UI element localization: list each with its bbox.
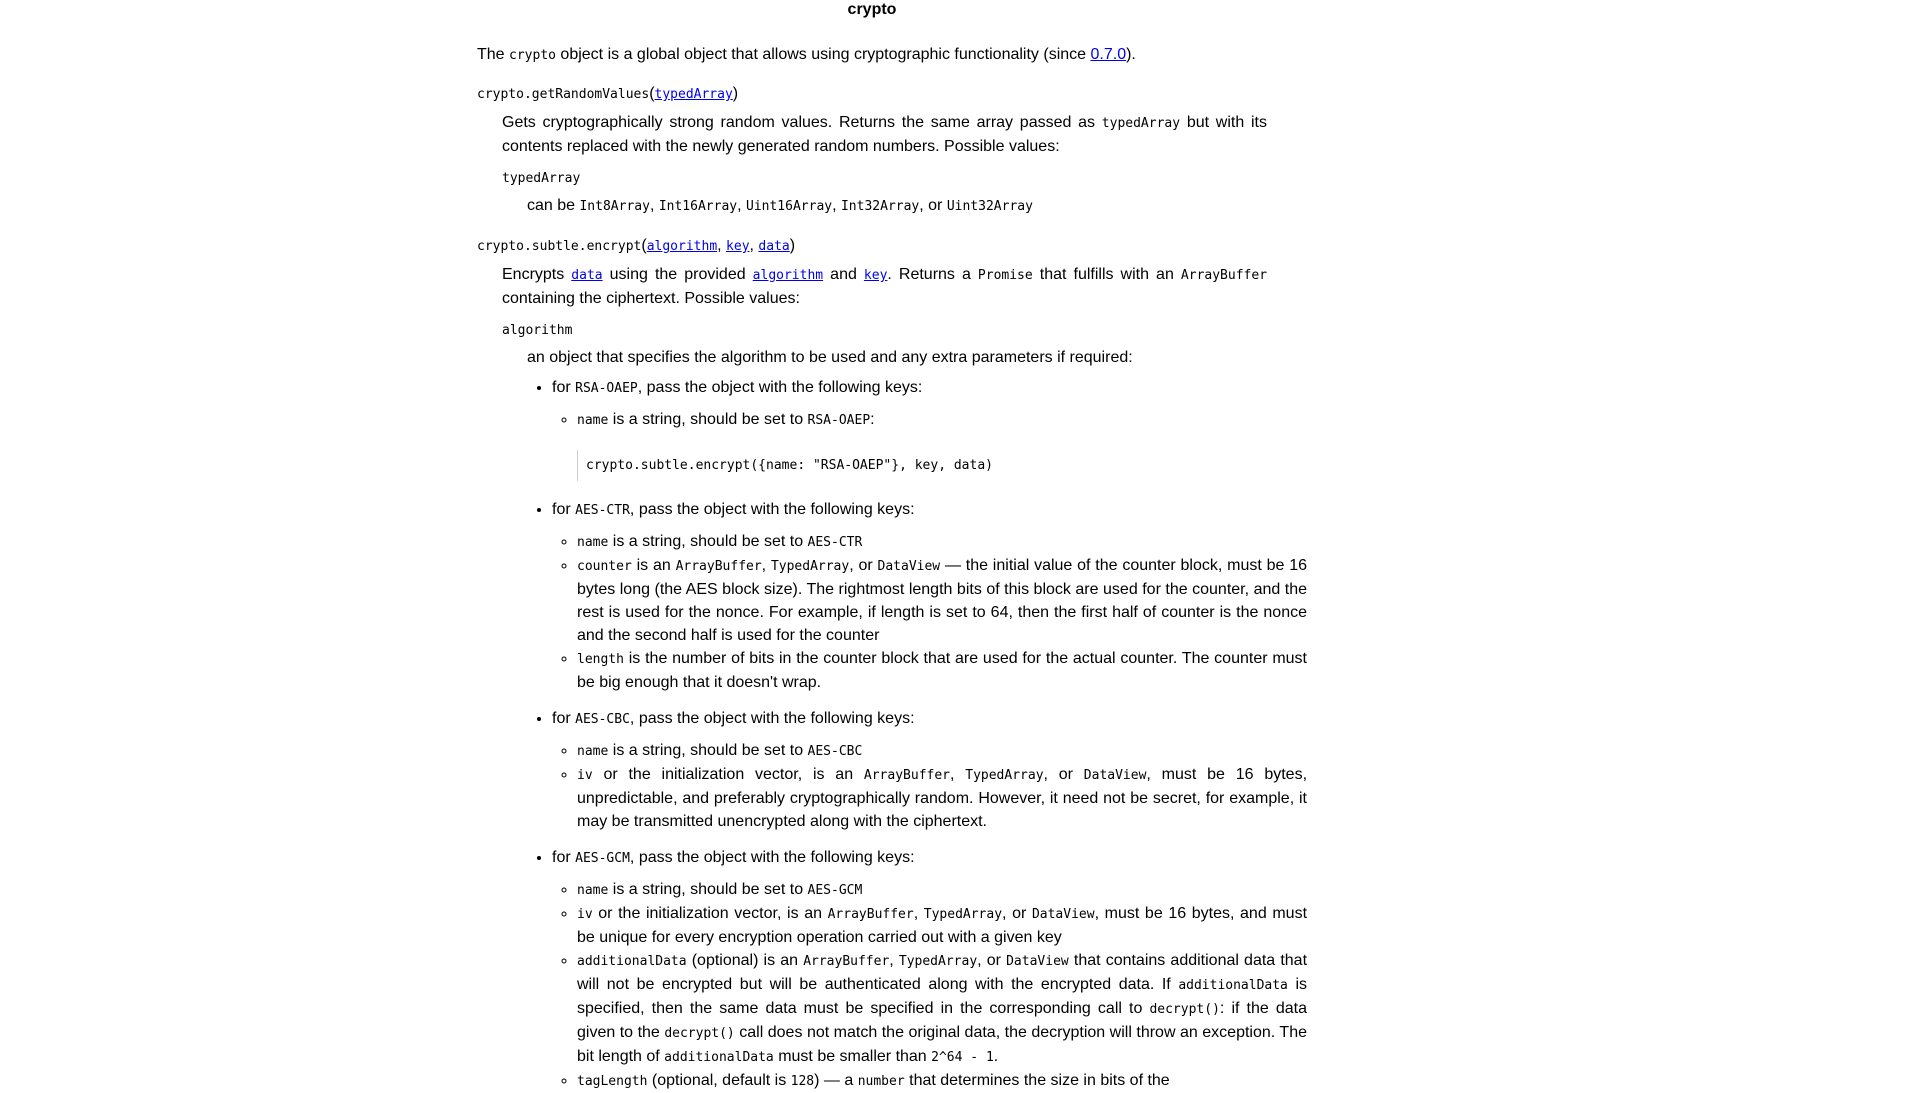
sep: , [737, 197, 746, 214]
inline-code: additionalData [664, 1050, 774, 1065]
list-item [577, 763, 1307, 833]
text: . [993, 1048, 999, 1065]
sep: , or [977, 952, 1007, 969]
text: for [552, 501, 576, 518]
link-code: key [863, 268, 888, 283]
text: that contains additional data that will not be encrypted but will be authenticated along with the encrypted data. If [577, 952, 1308, 993]
api-list [477, 84, 1308, 1093]
list-item [577, 530, 1307, 554]
text: call does not match the original data, the decryption will throw an exception. The bit length of [577, 1024, 1307, 1065]
text: is a string, should be set to [608, 881, 808, 898]
inline-code: typedArray [1101, 116, 1181, 131]
type-code: Uint32Array [946, 199, 1033, 214]
param-link-text: typedArray [654, 87, 733, 102]
paren-open: ( [641, 237, 647, 254]
encrypt-description [502, 263, 1308, 1093]
type-code: Int32Array [840, 199, 920, 214]
key-code: tagLength [577, 1074, 648, 1089]
list-item [577, 647, 1307, 694]
value-code: AES-CBC [807, 744, 863, 759]
get-random-values-description [502, 111, 1267, 218]
sep: , or [1002, 905, 1032, 922]
type-code: DataView [1031, 907, 1095, 922]
sep: , or [919, 197, 947, 214]
algorithm-list [527, 377, 1308, 1093]
key-link[interactable] [726, 237, 749, 254]
param-name-typedarray [502, 168, 1267, 189]
list-item-aes-cbc [552, 708, 1308, 833]
type-code: ArrayBuffer [827, 907, 914, 922]
key-code: name [577, 413, 609, 428]
key-code: counter [577, 559, 632, 574]
value-code: RSA-OAEP [807, 413, 871, 428]
description-text [502, 263, 1267, 310]
intro-text: The [477, 46, 510, 63]
param-desc-algorithm [527, 347, 1308, 1093]
typedarray-link[interactable] [655, 85, 733, 102]
type-code: ArrayBuffer [675, 559, 762, 574]
ctr-keys-list [552, 530, 1307, 694]
text: is an [631, 557, 676, 574]
text: , must be 16 bytes, and must be unique for every encryption operation carried out with a given key [577, 905, 1308, 946]
text: ) — a [814, 1072, 858, 1089]
desc-data-link[interactable] [571, 266, 602, 283]
gcm-keys-list [552, 878, 1307, 1093]
text: is a string, should be set to [608, 411, 808, 428]
sep: , [761, 557, 771, 574]
paren-close: ) [732, 85, 739, 102]
list-item [577, 408, 1307, 481]
text: for [552, 379, 576, 396]
type-code: Int16Array [658, 199, 738, 214]
text: : [870, 411, 875, 428]
key-code: iv [577, 768, 593, 783]
inline-code: decrypt() [1149, 1002, 1220, 1017]
key-code: name [577, 883, 609, 898]
list-item [577, 949, 1307, 1069]
paren-open: ( [649, 85, 655, 102]
param-name-algorithm [502, 320, 1267, 341]
param-link-text: key [726, 239, 750, 254]
alg-code: AES-CBC [575, 712, 630, 727]
text: is a string, should be set to [608, 533, 808, 550]
rsa-keys-list [552, 408, 1307, 481]
key-code: iv [577, 907, 593, 922]
text: is the number of bits in the counter block that are used for the actual counter. The counter must be big enough that it doesn't wrap. [577, 650, 1307, 691]
param-name-code: typedArray [502, 171, 581, 186]
inline-code: number [857, 1074, 905, 1089]
text: , pass the object with the following keys: [637, 379, 923, 396]
link-code: data [571, 268, 603, 283]
text: for [552, 710, 576, 727]
param-name-code: algorithm [502, 323, 573, 338]
text: containing the ciphertext. Possible values: [502, 290, 800, 307]
sep: , [749, 237, 759, 254]
key-code: additionalData [577, 954, 687, 969]
type-code: DataView [877, 559, 941, 574]
paren-close: ) [789, 237, 796, 254]
text: using the provided [602, 266, 753, 283]
sep: , or [849, 557, 878, 574]
inline-code: 128 [790, 1074, 815, 1089]
text: Encrypts [502, 266, 572, 283]
intro-code: crypto [509, 48, 556, 63]
code-example [577, 450, 1307, 481]
version-link[interactable]: 0.7.0 [1090, 46, 1127, 63]
param-link-text: data [758, 239, 790, 254]
alg-code: AES-GCM [575, 851, 630, 866]
type-code: DataView [1006, 954, 1069, 969]
list-item-aes-ctr [552, 499, 1308, 694]
text: must be smaller than [773, 1048, 932, 1065]
sep: , [717, 237, 727, 254]
key-code: length [577, 652, 624, 667]
inline-code: 2^64 - 1 [931, 1050, 994, 1065]
list-item [577, 1069, 1307, 1093]
type-code: ArrayBuffer [863, 768, 950, 783]
text: (optional) is an [686, 952, 804, 969]
algorithm-link[interactable] [647, 237, 717, 254]
param-desc-typedarray [527, 195, 1267, 218]
cbc-keys-list [552, 739, 1307, 833]
text: for [552, 849, 576, 866]
text: , pass the object with the following keys: [629, 710, 915, 727]
type-code: TypedArray [965, 768, 1044, 783]
type-code: Int8Array [579, 199, 650, 214]
key-code: name [577, 535, 609, 550]
alg-code: AES-CTR [575, 503, 630, 518]
inline-code: ArrayBuffer [1180, 268, 1268, 283]
value-code: AES-GCM [807, 883, 863, 898]
text: an object that specifies the algorithm to be used and any extra parameters if required: [527, 349, 1133, 366]
text: is a string, should be set to [608, 742, 808, 759]
function-name: crypto.getRandomValues [477, 87, 650, 102]
type-code: ArrayBuffer [803, 954, 890, 969]
intro-text-2: object is a global object that allows using cryptographic functionality (since [555, 46, 1091, 63]
document-page [477, 0, 1308, 1093]
list-item [577, 739, 1307, 763]
desc-algorithm-link[interactable] [753, 266, 823, 283]
inline-code: decrypt() [664, 1026, 735, 1041]
sep: , [950, 766, 966, 783]
list-item-rsa-oaep [552, 377, 1267, 481]
example-code: crypto.subtle.encrypt({name: "RSA-OAEP"}, key, data) [586, 458, 993, 473]
text: that fulfills with an [1032, 266, 1181, 283]
text: and [823, 266, 864, 283]
param-link-text: algorithm [646, 239, 718, 254]
text: , pass the object with the following keys: [629, 501, 915, 518]
text: — the initial value of the counter block, must be 16 bytes long (the AES block size). The rightmost length bits of this block are used for the counter, and the rest is used for the nonce. For example, if length is set to 64, then the first half of counter is the nonce and the second half is used for the counter [577, 557, 1308, 644]
sep: , [832, 197, 841, 214]
inline-code: Promise [977, 268, 1033, 283]
type-code: TypedArray [923, 907, 1003, 922]
sep: , [913, 905, 924, 922]
text: that determines the size in bits of the [904, 1072, 1170, 1089]
text: or the initialization vector, is an [592, 905, 828, 922]
inline-code: additionalData [1178, 978, 1288, 993]
value-code: AES-CTR [807, 535, 863, 550]
text: or the initialization vector, is an [592, 766, 864, 783]
encrypt-signature [477, 236, 1267, 257]
type-code: TypedArray [770, 559, 850, 574]
alg-code: RSA-OAEP [575, 381, 638, 396]
text: Gets cryptographically strong random values. Returns the same array passed as [502, 114, 1102, 131]
sep: , [649, 197, 659, 214]
link-code: algorithm [752, 268, 824, 283]
text: : if the data given to the [577, 1000, 1307, 1041]
text: , pass the object with the following keys: [629, 849, 915, 866]
page-title: crypto [847, 1, 897, 18]
data-link[interactable] [758, 237, 789, 254]
type-code: TypedArray [898, 954, 978, 969]
intro-end: ). [1126, 46, 1136, 63]
sep: , [889, 952, 899, 969]
desc-key-link[interactable] [864, 266, 887, 283]
sep: , or [1043, 766, 1084, 783]
text: , must be 16 bytes, unpredictable, and preferably cryptographically random. However, it need not be secret, for example, it may be transmitted unencrypted along with the ciphertext. [577, 766, 1308, 830]
text: but with its contents replaced with the newly generated random numbers. Possible values: [502, 114, 1268, 155]
intro-paragraph [477, 45, 1267, 66]
get-random-values-signature [477, 84, 1267, 105]
list-item [577, 878, 1307, 902]
text: . Returns a [887, 266, 978, 283]
text: (optional, default is [647, 1072, 791, 1089]
function-name: crypto.subtle.encrypt [477, 239, 642, 254]
text: can be [527, 197, 580, 214]
list-item [577, 902, 1307, 949]
description-text [502, 111, 1267, 158]
type-code: Uint16Array [746, 199, 833, 214]
text: is specified, then the same data must be specified in the corresponding call to [577, 976, 1308, 1017]
type-code: DataView [1083, 768, 1147, 783]
list-item [577, 554, 1307, 647]
list-item-aes-gcm [552, 847, 1308, 1093]
key-code: name [577, 744, 609, 759]
